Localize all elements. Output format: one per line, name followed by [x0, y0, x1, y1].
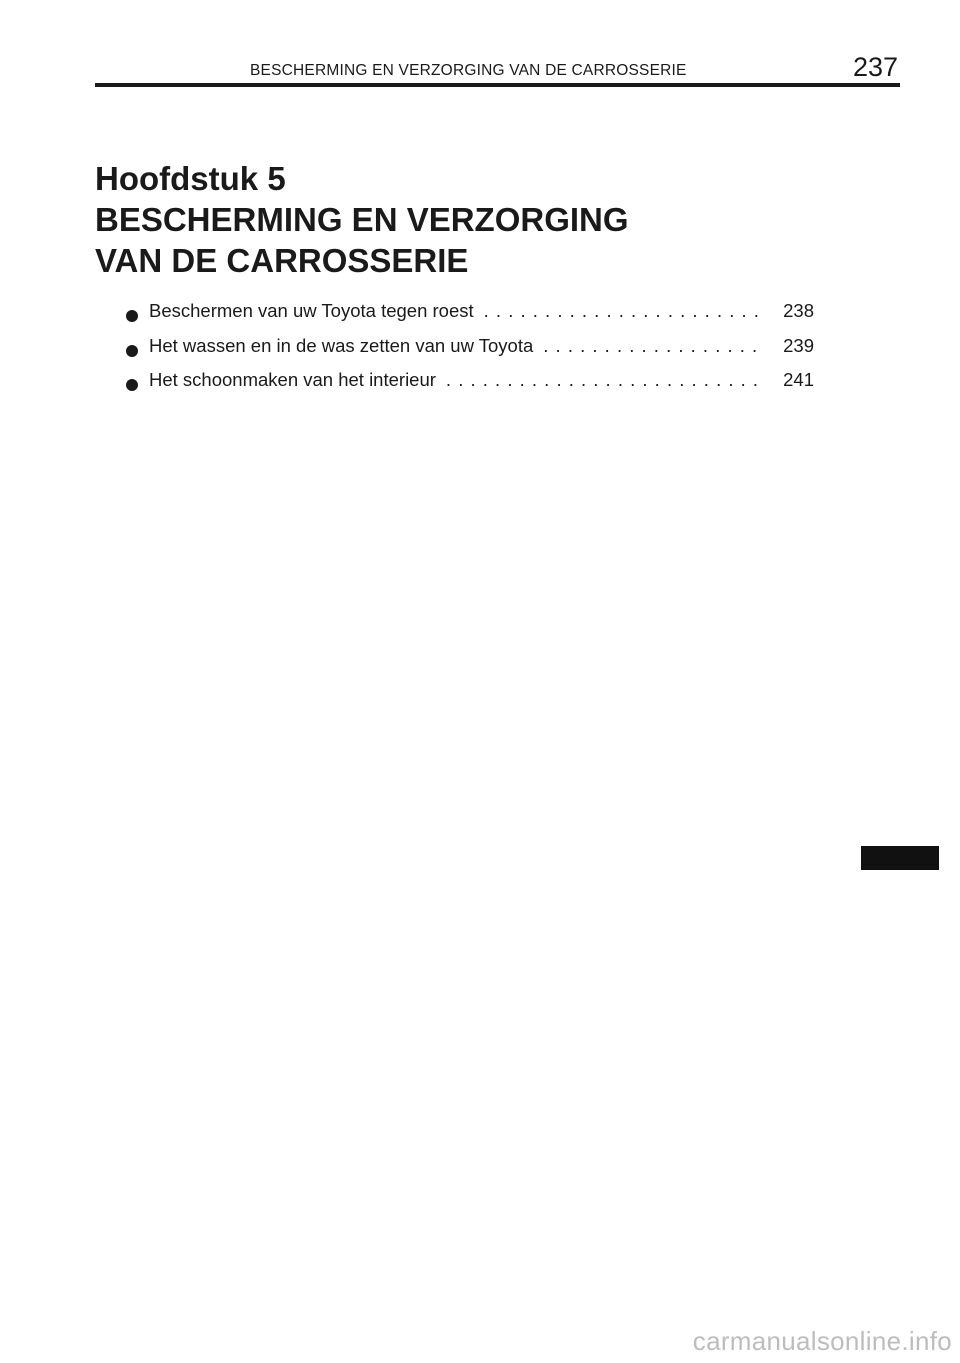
- chapter-title-line-2: VAN DE CARROSSERIE: [95, 242, 469, 279]
- bullet-icon: [126, 310, 138, 322]
- running-header: [95, 52, 900, 88]
- toc-entry-label: Het schoonmaken van het interieur: [149, 369, 436, 390]
- toc-entry-washing-waxing[interactable]: [126, 335, 814, 370]
- dot-leader: [543, 335, 764, 357]
- chapter-thumb-tab: [861, 846, 939, 870]
- toc-entry-page: 239: [783, 334, 814, 356]
- table-of-contents: [126, 300, 814, 404]
- toc-entry-label: Beschermen van uw Toyota tegen roest: [149, 300, 474, 321]
- page-number: 237: [852, 52, 898, 82]
- dot-leader: [484, 300, 764, 322]
- watermark: carmanualsonline.info: [692, 1326, 952, 1356]
- toc-entry-page: 241: [783, 369, 814, 390]
- toc-entry-page: 238: [783, 300, 814, 321]
- header-rule: [95, 83, 900, 87]
- bullet-icon: [126, 379, 138, 391]
- chapter-title-line-1: BESCHERMING EN VERZORGING: [95, 201, 629, 238]
- dot-leader: [446, 369, 764, 391]
- toc-entry-label: Het wassen en in de was zetten van uw Toyota: [149, 334, 534, 356]
- toc-entry-rust-protection[interactable]: [126, 300, 814, 335]
- chapter-number: Hoofdstuk 5: [95, 160, 286, 197]
- toc-entry-interior-cleaning[interactable]: [126, 369, 814, 404]
- chapter-title: [95, 158, 855, 281]
- bullet-icon: [126, 345, 138, 357]
- running-title: BESCHERMING EN VERZORGING VAN DE CARROSSERIE: [250, 62, 687, 79]
